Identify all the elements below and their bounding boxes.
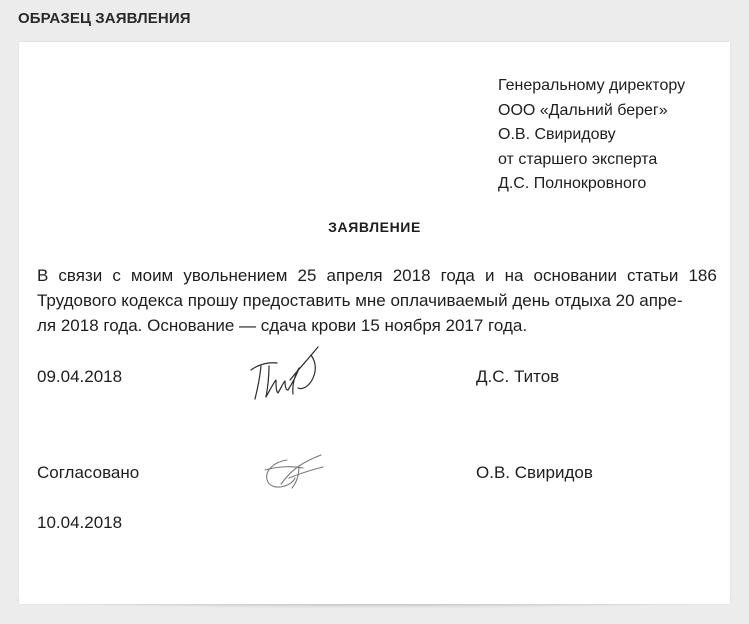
page-title: ОБРАЗЕЦ ЗАЯВЛЕНИЯ (18, 10, 191, 27)
body-word: 186 (688, 266, 717, 285)
body-word: 2018 (392, 266, 431, 285)
addressee-line-company: ООО «Дальний берег» (498, 101, 668, 119)
approval-date: 10.04.2018 (37, 513, 123, 532)
approver-name: О.В. Свиридов (476, 463, 593, 482)
body-word: моим (130, 266, 174, 285)
addressee-line-from: от старшего эксперта (498, 150, 658, 168)
body-line-1 (37, 263, 717, 288)
body-word: и (484, 266, 495, 285)
body-word: связи (58, 266, 103, 285)
body-word: года (440, 266, 475, 285)
body-word: на (504, 266, 524, 285)
addressee-line-sender: Д.С. Полнокровного (498, 175, 647, 192)
body-line-2: Трудового кодекса прошу предоставить мне оплачиваемый день отдыха 20 апре- (37, 291, 683, 310)
applicant-signature (247, 342, 325, 410)
application-date: 09.04.2018 (37, 367, 123, 386)
body-word: основании (533, 266, 617, 285)
addressee-block (498, 74, 685, 197)
body-word: апреля (326, 266, 383, 285)
body-word: В (37, 266, 49, 285)
document-title: ЗАЯВЛЕНИЕ (328, 219, 421, 235)
addressee-line-director: О.В. Свиридову (498, 126, 616, 143)
body-line-3: ля 2018 года. Основание — сдача крови 15 ноября 2017 года. (37, 316, 528, 335)
applicant-name: Д.С. Титов (476, 367, 560, 386)
body-word: увольнением (183, 266, 288, 285)
body-word: 25 (297, 266, 317, 285)
document-body (37, 263, 717, 338)
body-word: статьи (627, 266, 679, 285)
approver-signature (259, 452, 327, 494)
document-sheet (19, 42, 730, 604)
approval-label: Согласовано (37, 463, 140, 482)
body-word: с (112, 266, 121, 285)
addressee-line-position: Генеральному директору (498, 77, 686, 94)
